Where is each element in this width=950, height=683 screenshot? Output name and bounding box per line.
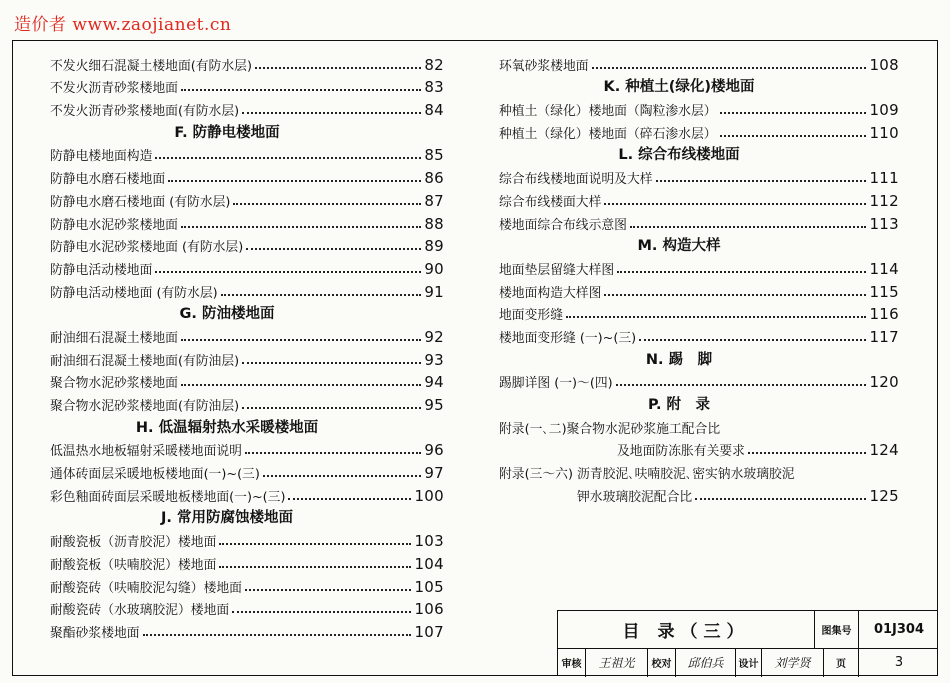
toc-entry[interactable]	[50, 164, 444, 187]
dot-leader	[616, 381, 867, 386]
toc-entry-page: 105	[414, 577, 444, 596]
toc-entry-label: 不发火沥青砂浆楼地面	[50, 81, 178, 97]
dot-leader	[155, 268, 421, 273]
toc-right-column	[499, 51, 899, 505]
dot-leader	[263, 472, 421, 477]
toc-entry-label: 综合布线楼面大样	[499, 194, 602, 210]
toc-entry-label: 耐油细石混凝土楼地面	[50, 330, 178, 346]
toc-entry[interactable]	[499, 414, 899, 437]
toc-entry[interactable]	[50, 346, 444, 369]
toc-entry-label: 聚酯砂浆楼地面	[50, 625, 140, 641]
toc-entry-label: 楼地面综合布线示意图	[499, 217, 627, 233]
toc-entry-page: 92	[424, 327, 444, 346]
toc-left-column	[50, 51, 444, 641]
toc-entry-page: 86	[424, 169, 444, 188]
toc-entry-label: 不发火细石混凝土楼地面(有防水层)	[50, 58, 252, 74]
toc-entry[interactable]	[50, 142, 444, 165]
toc-entry[interactable]	[50, 255, 444, 278]
toc-entry[interactable]	[499, 369, 899, 392]
dot-leader	[242, 404, 421, 409]
check-signature: 邱伯兵	[676, 648, 736, 677]
toc-entry-label: 防静电活动楼地面 (有防水层)	[50, 285, 218, 301]
dot-leader	[255, 64, 421, 69]
toc-entry-label: 耐酸瓷板（沥青胶泥）楼地面	[50, 535, 217, 551]
toc-entry[interactable]	[50, 391, 444, 414]
toc-entry[interactable]	[499, 210, 899, 233]
toc-entry-page: 115	[869, 282, 899, 301]
dot-leader	[617, 268, 866, 273]
page-label: 页	[824, 648, 859, 677]
dot-leader	[748, 449, 867, 454]
toc-entry-page: 90	[424, 259, 444, 278]
section-heading: P. 附 录	[647, 397, 711, 413]
toc-entry[interactable]	[499, 51, 899, 74]
toc-entry-label: 楼地面构造大样图	[499, 285, 602, 301]
toc-entry-page: 109	[869, 101, 899, 120]
toc-entry-label: 聚合物水泥砂浆楼地面	[50, 376, 178, 392]
dot-leader	[604, 291, 866, 296]
toc-entry-page: 93	[424, 350, 444, 369]
dot-leader	[219, 540, 411, 545]
section-heading: K. 种植土(绿化)楼地面	[603, 79, 755, 96]
section-heading: F. 防静电楼地面	[174, 124, 280, 141]
review-label: 审核	[558, 648, 586, 677]
toc-entry-label: 种植土（绿化）楼地面（碎石渗水层）	[499, 126, 717, 142]
section-heading: M. 构造大样	[637, 238, 721, 255]
dot-leader	[246, 245, 421, 250]
toc-entry[interactable]	[499, 187, 899, 210]
dot-leader	[168, 177, 421, 182]
toc-entry[interactable]	[499, 482, 899, 505]
toc-entry-label: 踢脚详图 (一)～(四)	[499, 376, 613, 392]
toc-entry[interactable]	[50, 527, 444, 550]
dot-leader	[630, 223, 867, 228]
toc-entry-label: 附录(一､二)聚合物水泥砂浆施工配合比	[499, 421, 721, 437]
toc-entry[interactable]	[499, 278, 899, 301]
toc-entry-page: 85	[424, 146, 444, 165]
toc-entry-page: 95	[424, 396, 444, 414]
dot-leader	[245, 449, 421, 454]
toc-entry-label: 通体砖面层采暖地板楼地面(一)~(三)	[50, 467, 260, 483]
dot-leader	[242, 109, 421, 114]
toc-entry[interactable]	[499, 164, 899, 187]
toc-entry-label: 防静电水泥砂浆楼地面 (有防水层)	[50, 240, 244, 256]
dot-leader	[233, 200, 421, 205]
toc-entry-page: 82	[424, 55, 444, 74]
toc-entry-page: 112	[869, 191, 899, 210]
atlas-code-label: 图集号	[815, 611, 859, 648]
toc-entry[interactable]	[499, 96, 899, 119]
toc-entry-page: 117	[869, 327, 899, 346]
toc-entry-label: 防静电活动楼地面	[50, 262, 153, 278]
toc-entry-page: 104	[414, 554, 444, 573]
dot-leader	[695, 495, 866, 500]
toc-entry[interactable]	[50, 74, 444, 97]
dot-leader	[566, 313, 866, 318]
dot-leader	[155, 154, 421, 159]
toc-entry-label: 防静电水泥砂浆楼地面	[50, 217, 178, 233]
toc-entry[interactable]	[499, 119, 899, 142]
toc-entry[interactable]	[50, 550, 444, 573]
section-heading: G. 防油楼地面	[179, 306, 275, 323]
dot-leader	[288, 495, 411, 500]
toc-entry-page: 116	[869, 305, 899, 324]
dot-leader	[245, 586, 412, 591]
toc-entry[interactable]	[50, 187, 444, 210]
toc-entry-page: 111	[869, 169, 899, 188]
toc-entry[interactable]	[50, 573, 444, 596]
toc-entry-page: 87	[424, 191, 444, 210]
dot-leader	[604, 200, 866, 205]
title-block	[557, 610, 938, 676]
toc-entry-label: 钾水玻璃胶泥配合比	[577, 489, 693, 505]
toc-entry-label: 附录(三～六) 沥青胶泥､呋喃胶泥､密实钠水玻璃胶泥	[499, 467, 795, 483]
toc-entry-label: 低温热水地板辐射采暖楼地面说明	[50, 444, 242, 460]
toc-entry-label: 不发火沥青砂浆楼地面(有防水层)	[50, 104, 240, 120]
dot-leader	[656, 177, 867, 182]
toc-entry-page: 83	[424, 78, 444, 97]
toc-entry-page: 124	[869, 441, 899, 460]
toc-entry[interactable]	[499, 437, 899, 460]
dot-leader	[720, 109, 867, 114]
toc-entry[interactable]	[499, 323, 899, 346]
dot-leader	[221, 291, 422, 296]
toc-entry-page: 120	[869, 373, 899, 392]
dot-leader	[639, 336, 866, 341]
toc-entry-label: 耐油细石混凝土楼地面(有防油层)	[50, 353, 240, 369]
toc-entry[interactable]	[50, 437, 444, 460]
toc-entry[interactable]	[50, 369, 444, 392]
toc-entry[interactable]	[499, 255, 899, 278]
page-number: 3	[894, 655, 904, 670]
section-heading: J. 常用防腐蚀楼地面	[161, 510, 293, 527]
toc-entry-page: 113	[869, 214, 899, 233]
toc-entry-label: 彩色釉面砖面层采暖地板楼地面(一)~(三)	[50, 489, 286, 505]
atlas-code: 01J304	[873, 622, 925, 637]
toc-entry-page: 108	[869, 55, 899, 74]
toc-entry-page: 84	[424, 101, 444, 120]
toc-entry[interactable]	[50, 278, 444, 301]
toc-entry-page: 110	[869, 123, 899, 142]
toc-entry[interactable]	[50, 459, 444, 482]
toc-entry-label: 耐酸瓷砖（呋喃胶泥勾缝）楼地面	[50, 580, 242, 596]
dot-leader	[219, 563, 411, 568]
sheet-title: 目 录（三）	[558, 611, 815, 648]
check-label: 校对	[648, 648, 676, 677]
toc-entry-label: 楼地面变形缝 (一)~(三)	[499, 330, 637, 346]
toc-entry-page: 89	[424, 237, 444, 256]
toc-entry-label: 地面垫层留缝大样图	[499, 262, 615, 278]
toc-entry[interactable]	[50, 210, 444, 233]
toc-entry-page: 96	[424, 441, 444, 460]
toc-entry-label: 防静电水磨石楼地面	[50, 172, 166, 188]
toc-entry[interactable]	[50, 96, 444, 119]
toc-entry-label: 耐酸瓷砖（水玻璃胶泥）楼地面	[50, 603, 230, 619]
toc-entry-label: 防静电水磨石楼地面 (有防水层)	[50, 194, 231, 210]
toc-entry-label: 防静电楼地面构造	[50, 149, 153, 165]
dot-leader	[181, 336, 421, 341]
dot-leader	[592, 64, 867, 69]
toc-entry-page: 100	[414, 486, 444, 505]
toc-entry-label: 综合布线楼地面说明及大样	[499, 172, 653, 188]
watermark: 造价者 www.zaojianet.cn	[14, 15, 232, 35]
toc-entry[interactable]	[50, 233, 444, 256]
dot-leader	[720, 132, 867, 137]
toc-entry-label: 环氧砂浆楼地面	[499, 58, 589, 74]
review-signature: 王祖光	[586, 648, 648, 677]
toc-entry-page: 88	[424, 214, 444, 233]
toc-entry-label: 地面变形缝	[499, 308, 563, 324]
dot-leader	[181, 223, 421, 228]
section-heading: L. 综合布线楼地面	[618, 147, 740, 164]
toc-entry[interactable]	[50, 618, 444, 641]
section-heading: H. 低温辐射热水采暖楼地面	[135, 419, 319, 436]
toc-entry-label: 聚合物水泥砂浆楼地面(有防油层)	[50, 399, 240, 414]
dot-leader	[181, 381, 421, 386]
toc-entry-page: 91	[424, 282, 444, 301]
dot-leader	[242, 359, 421, 364]
toc-entry-label: 耐酸瓷板（呋喃胶泥）楼地面	[50, 557, 217, 573]
toc-entry-page: 94	[424, 373, 444, 392]
toc-entry[interactable]	[50, 51, 444, 74]
dot-leader	[143, 631, 412, 636]
toc-entry-label: 及地面防冻胀有关要求	[617, 444, 745, 460]
design-signature: 刘学贤	[762, 648, 824, 677]
toc-entry-page: 114	[869, 259, 899, 278]
toc-entry[interactable]	[50, 482, 444, 505]
dot-leader	[181, 86, 421, 91]
toc-entry[interactable]	[499, 459, 899, 482]
toc-entry-page: 97	[424, 464, 444, 483]
toc-entry[interactable]	[50, 323, 444, 346]
toc-entry[interactable]	[499, 301, 899, 324]
toc-entry-label: 种植土（绿化）楼地面（陶粒渗水层）	[499, 104, 717, 120]
section-heading: N. 踢 脚	[645, 351, 713, 368]
toc-entry-page: 103	[414, 532, 444, 551]
dot-leader	[232, 608, 411, 613]
toc-entry-page: 107	[414, 622, 444, 641]
design-label: 设计	[736, 648, 762, 677]
toc-entry-page: 125	[869, 486, 899, 505]
toc-entry[interactable]	[50, 596, 444, 619]
toc-entry-page: 106	[414, 600, 444, 619]
